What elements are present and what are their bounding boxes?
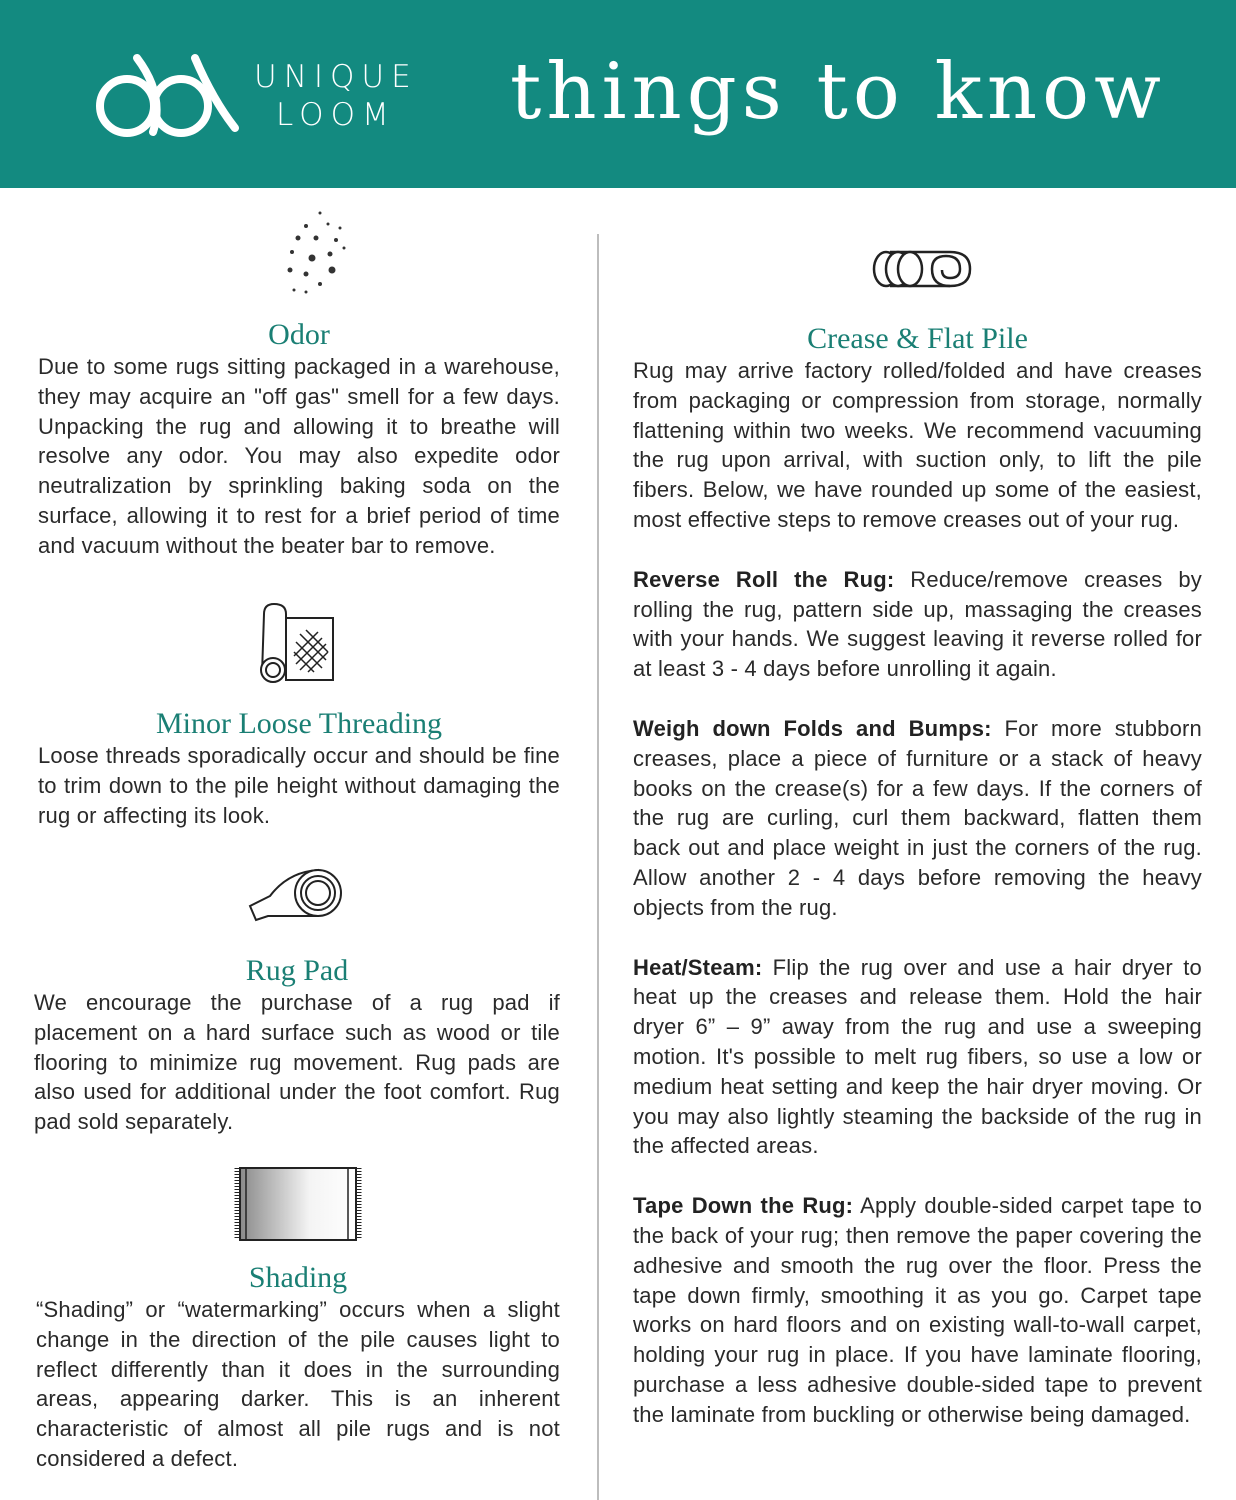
step-weigh-down <box>633 714 1202 923</box>
rolled-rug-icon <box>870 248 974 290</box>
section-odor <box>38 318 560 561</box>
brand-line-2: LOOM <box>276 97 396 133</box>
section-crease-flat-pile <box>633 322 1202 1430</box>
step-label: Weigh down Folds and Bumps: <box>633 715 992 741</box>
section-rug-pad <box>34 954 560 1137</box>
section-body: We encourage the purchase of a rug pad if placement on a hard surface such as wood or tile flooring to minimize rug movement. Rug pads are also used for additional under the foot comfort. Rug pad sold separately. <box>34 990 560 1135</box>
step-label: Tape Down the Rug: <box>633 1193 854 1219</box>
section-body: “Shading” or “watermarking” occurs when a slight change in the direction of the pile causes light to reflect differently than it does in the surrounding areas, appearing darker. This is an inherent characteristic of almost all pile rugs and is not considered a defect. <box>36 1297 560 1471</box>
step-reverse-roll <box>633 565 1202 684</box>
section-shading <box>36 1261 560 1474</box>
step-heat-steam <box>633 953 1202 1162</box>
page-title: things to know <box>510 47 1166 137</box>
header-banner <box>0 0 1236 188</box>
section-loose-threading <box>38 707 560 830</box>
step-text: Reduce/remove creases by rolling the rug, pattern side up, massaging the creases with your hands. We suggest leaving it reverse rolled for at least 3 - 4 days before unrolling it again. <box>633 566 1202 682</box>
step-text: Apply double-sided carpet tape to the back of your rug; then remove the paper covering the adhesive and smooth the rug over the floor. Press the tape down firmly, smoothing it as you go. Carpet tape works on hard floors and on existing wall-to-wall carpet, holding your rug in place. If you have laminate flooring, purchase a less adhesive double-sided tape to prevent the laminate from buckling or otherwise being damaged. <box>633 1193 1203 1427</box>
shaded-rug-icon <box>234 1166 362 1242</box>
section-heading: Odor <box>268 318 330 351</box>
step-text: Flip the rug over and use a hair dryer to heat up the creases and release them. Hold the hair dryer 6” – 9” away from the rug and use a sweeping motion. It's possible to melt rug fibers, so use a low or medium heat setting and keep the hair dryer moving. Or you may also lightly steaming the backside of the rug in the affected areas. <box>633 954 1202 1159</box>
brand-name <box>254 58 418 134</box>
section-heading: Crease & Flat Pile <box>807 322 1028 355</box>
rug-thread-icon <box>256 602 338 686</box>
section-body: Loose threads sporadically occur and should be fine to trim down to the pile height without damaging the rug or affecting its look. <box>38 743 560 828</box>
step-label: Heat/Steam: <box>633 954 763 980</box>
step-tape-down <box>633 1191 1202 1429</box>
step-text: For more stubborn creases, place a piece of furniture or a stack of heavy books on the crease(s) for a few days. If the corners of the rug are curling, curl them backward, flatten them back out and place weight in just the corners of the rug. Allow another 2 - 4 days before removing the heavy objects from the rug. <box>633 715 1202 920</box>
section-heading: Minor Loose Threading <box>155 707 443 740</box>
dots-odor-icon <box>282 208 352 298</box>
section-intro: Rug may arrive factory rolled/folded and have creases from packaging or compression from storage, normally flattening within two weeks. We recommend vacuuming the rug upon arrival, with suction only, to lift the pile fibers. Below, we have rounded up some of the easiest, most effective steps to remove creases out of your rug. <box>633 358 1202 532</box>
brand-line-1: UNIQUE <box>254 59 418 95</box>
column-divider <box>597 234 599 1500</box>
rolled-pad-icon <box>248 866 344 924</box>
section-body: Due to some rugs sitting packaged in a warehouse, they may acquire an "off gas" smell for a few days. Unpacking the rug and allowing it to breathe will resolve any odor. You may also expedite odor neutralization by sprinkling baking soda on the surface, allowing it to rest for a brief period of time and vacuum without the beater bar to remove. <box>38 354 560 558</box>
section-heading: Rug Pad <box>245 954 349 987</box>
section-heading: Shading <box>248 1261 348 1294</box>
unique-loom-logo <box>95 50 245 140</box>
step-label: Reverse Roll the Rug: <box>633 566 895 592</box>
